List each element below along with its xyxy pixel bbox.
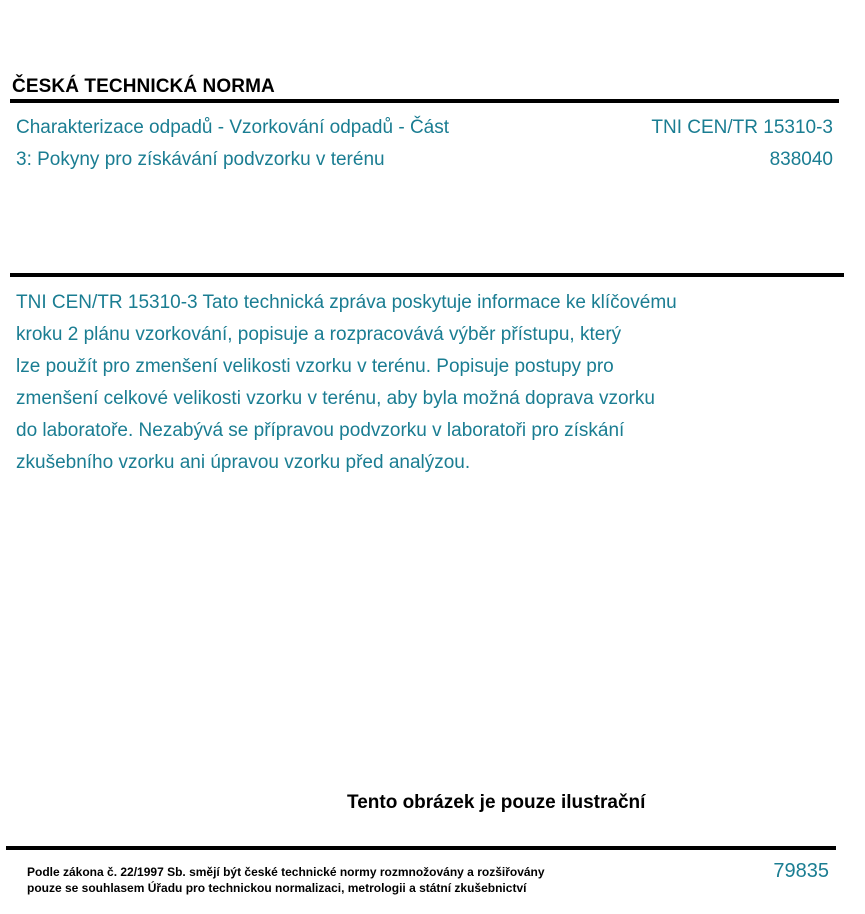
description-line: kroku 2 plánu vzorkování, popisuje a rozpracovává výběr přístupu, který xyxy=(16,324,622,345)
description-line: lze použít pro zmenšení velikosti vzorku v terénu. Popisuje postupy pro xyxy=(16,356,614,377)
description-block xyxy=(16,287,796,479)
section-rule xyxy=(10,273,844,277)
illustration-notice: Tento obrázek je pouze ilustrační xyxy=(347,792,646,813)
description-line: zkušebního vzorku ani úpravou vzorku před analýzou. xyxy=(16,452,471,473)
standard-title-line-1: Charakterizace odpadů - Vzorkování odpadů - Část xyxy=(16,117,450,138)
document-heading: ČESKÁ TECHNICKÁ NORMA xyxy=(12,76,275,97)
description-line: TNI CEN/TR 15310-3 Tato technická zpráva poskytuje informace ke klíčovému xyxy=(16,292,677,313)
footer-legal-line: pouze se souhlasem Úřadu pro technickou normalizaci, metrologii a státní zkušebnictví xyxy=(27,881,527,895)
footer-rule xyxy=(6,846,836,850)
description-line: do laboratoře. Nezabývá se přípravou podvzorku v laboratoři pro získání xyxy=(16,420,625,441)
footer-code: 79835 xyxy=(773,860,829,882)
footer-legal-text xyxy=(27,864,545,896)
standard-designation: TNI CEN/TR 15310-3 xyxy=(651,117,833,138)
footer-legal-line: Podle zákona č. 22/1997 Sb. smějí být české technické normy rozmnožovány a rozšiřovány xyxy=(27,865,545,879)
standard-class-number: 838040 xyxy=(769,149,833,170)
header-rule xyxy=(10,99,839,103)
description-line: zmenšení celkové velikosti vzorku v terénu, aby byla možná doprava vzorku xyxy=(16,388,655,409)
standard-title-line-2: 3: Pokyny pro získávání podvzorku v terénu xyxy=(16,149,385,170)
